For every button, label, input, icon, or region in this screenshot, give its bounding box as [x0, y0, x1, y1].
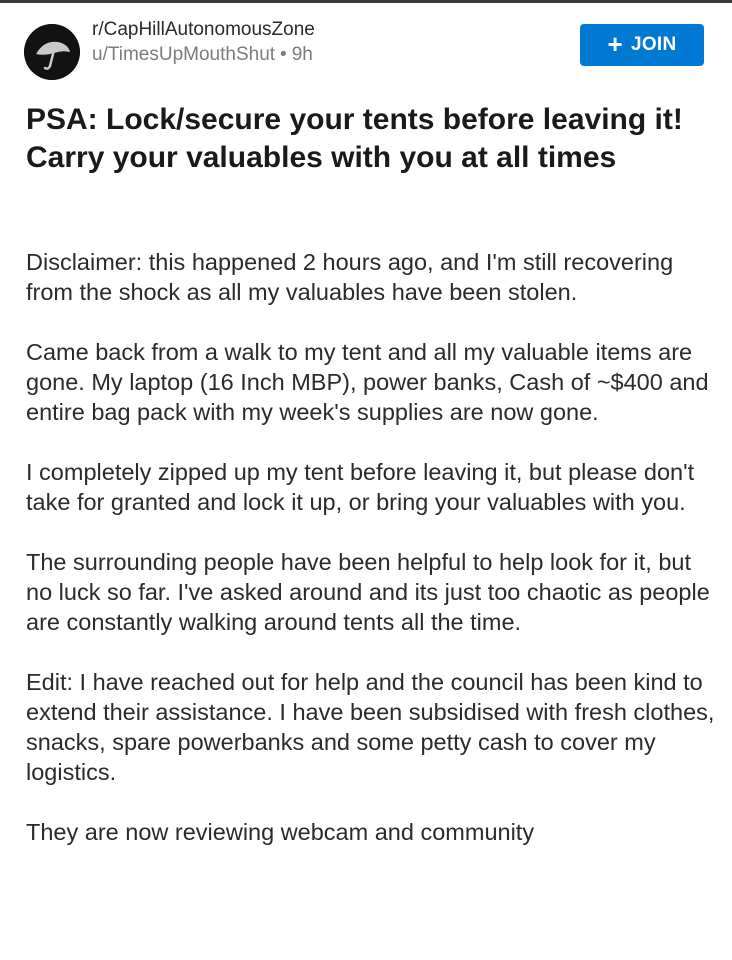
post-paragraph-edit: Edit: I have reached out for help and the council has been kind to extend their assistance. I have been subsidised with fresh clothes, snacks, spare powerbanks and some petty cash to cover my logistics.	[26, 669, 715, 785]
umbrella-icon	[24, 24, 80, 80]
top-border	[0, 0, 732, 3]
subreddit-avatar[interactable]	[24, 24, 80, 80]
post-paragraph-disclaimer: Disclaimer: this happened 2 hours ago, and I'm still recovering from the shock as all my valuables have been stolen.	[26, 249, 674, 305]
post-paragraph-stolen-items: Came back from a walk to my tent and all my valuable items are gone. My laptop (16 Inch MBP), power banks, Cash of ~$400 and entire bag pack with my week's supplies are now gone.	[26, 339, 709, 425]
subreddit-link[interactable]: r/CapHillAutonomousZone	[92, 19, 315, 40]
byline	[92, 42, 492, 68]
post-body	[26, 247, 716, 847]
author-link[interactable]: u/TimesUpMouthShut	[92, 44, 276, 65]
post-age: 9h	[291, 44, 313, 65]
join-button[interactable]	[580, 24, 704, 66]
post-paragraph-advice: I completely zipped up my tent before leaving it, but please don't take for granted and lock it up, or bring your valuables with you.	[26, 459, 695, 515]
join-button-label: JOIN	[630, 34, 677, 55]
post-meta	[92, 18, 492, 68]
post-paragraph-cutoff: They are now reviewing webcam and community	[26, 819, 535, 845]
byline-separator: •	[280, 44, 287, 65]
post-header	[24, 16, 708, 80]
post-paragraph-search: The surrounding people have been helpful to help look for it, but no luck so far. I've asked around and its just too chaotic as people are constantly walking around tents all the time.	[26, 549, 710, 635]
post-title[interactable]: PSA: Lock/secure your tents before leaving it! Carry your valuables with you at all times	[26, 103, 683, 174]
plus-icon: +	[607, 29, 623, 59]
